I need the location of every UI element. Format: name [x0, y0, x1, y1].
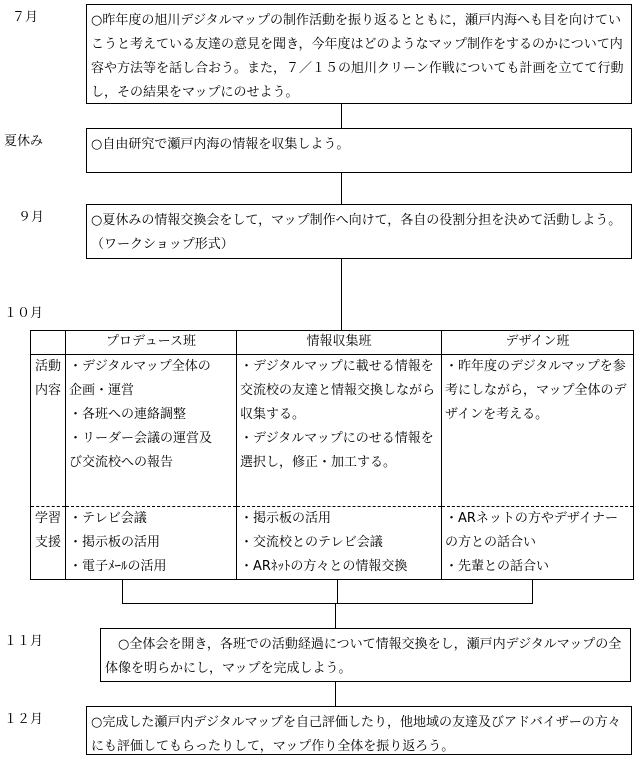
list-item: ・リーダー会議の運営及 — [69, 431, 213, 446]
connector-nov-dec — [335, 682, 336, 706]
table-row-activity — [31, 355, 634, 507]
table-row-support — [31, 507, 634, 580]
list-item: ・ARﾈｯﾄの方々との情報交換 — [240, 559, 408, 574]
plan-box-summer: ○自由研究で瀬戸内海の情報を収集しよう。 — [86, 128, 632, 173]
connector-produce-down — [122, 579, 123, 603]
plan-box-november: ○全体会を開き，各班での活動経過について情報交換をし，瀬戸内デジタルマップの全体像を明らかにし，マップを完成しよう。 — [100, 628, 631, 682]
table-corner-cell — [31, 331, 66, 355]
plan-box-december: ○完成した瀬戸内デジタルマップを自己評価したり，他地域の友達及びアドバイザーの方々にも評価してもらったりして，マップ作り全体を振り返ろう。 — [86, 706, 632, 755]
list-item: び交流校への報告 — [69, 455, 174, 470]
month-label-october: １０月 — [4, 306, 44, 321]
row-label-activity-line2: 内容 — [34, 383, 61, 398]
row-label-support-line1: 学習 — [34, 511, 61, 526]
list-item: ・デジタルマップに載せる情報を交流校の友達と情報交換しながら収集する。 — [240, 359, 436, 422]
row-label-support-line2: 支援 — [34, 535, 61, 550]
header-produce-team: プロデュース班 — [66, 331, 237, 355]
row-label-activity-line1: 活動 — [34, 359, 61, 374]
connector-jul-summer — [341, 104, 342, 128]
list-item: ・電子ﾒｰﾙの活用 — [69, 559, 167, 574]
list-item: ・掲示板の活用 — [69, 535, 161, 550]
plan-box-september: ○夏休みの情報交換会をして，マップ制作へ向けて，各自の役割分担を決めて活動しよう。 （ワークショップ形式） — [86, 204, 632, 259]
month-label-november: １１月 — [4, 634, 44, 649]
month-label-summer: 夏休み — [4, 134, 44, 149]
list-item: ・交流校とのテレビ会議 — [240, 535, 383, 550]
list-item: ・テレビ会議 — [69, 511, 147, 526]
month-label-december: １２月 — [4, 712, 44, 727]
list-item: ・掲示板の活用 — [240, 511, 332, 526]
list-item: ・デジタルマップ全体の — [69, 359, 211, 374]
list-item: ・昨年度のデジタルマップを参考にしながら，マップ全体のデザインを考える。 — [445, 359, 627, 422]
list-item: ・ARネットの方やデザイナーの方との話合い — [445, 511, 619, 550]
connector-sep-table — [341, 259, 342, 330]
connector-design-down — [532, 579, 533, 603]
list-item: 企画・運営 — [69, 383, 135, 398]
cell-support-collect — [237, 507, 442, 580]
connector-summer-sep — [341, 173, 342, 204]
connector-merge-horizontal — [122, 603, 533, 604]
header-collect-team: 情報収集班 — [237, 331, 442, 355]
list-item: ・先輩との話合い — [445, 559, 550, 574]
month-label-july: ７月 — [12, 10, 39, 25]
header-design-team: デザイン班 — [442, 331, 634, 355]
cell-activity-collect — [237, 355, 442, 507]
connector-collect-down — [337, 579, 338, 603]
list-item: ・各班への連絡調整 — [69, 407, 187, 422]
table-header-row — [31, 331, 634, 355]
row-label-activity — [31, 355, 66, 507]
list-item: ・デジタルマップにのせる情報を選択し，修正・加工する。 — [240, 431, 434, 470]
month-label-september: ９月 — [18, 210, 45, 225]
row-label-support — [31, 507, 66, 580]
cell-support-design — [442, 507, 634, 580]
plan-box-july: ○昨年度の旭川デジタルマップの制作活動を振り返るとともに，瀬戸内海へも目を向けていこうと考えている友達の意見を聞き，今年度はどのようなマップ制作をするのかについて内容や方法等を話し合おう。また，７／１５の旭川クリーン作戦についても計画を立てて行動し，その結果をマップにのせよう。 — [86, 4, 632, 104]
october-group-table — [30, 330, 634, 580]
cell-activity-produce — [66, 355, 237, 507]
cell-support-produce — [66, 507, 237, 580]
connector-merge-nov — [335, 603, 336, 628]
cell-activity-design — [442, 355, 634, 507]
